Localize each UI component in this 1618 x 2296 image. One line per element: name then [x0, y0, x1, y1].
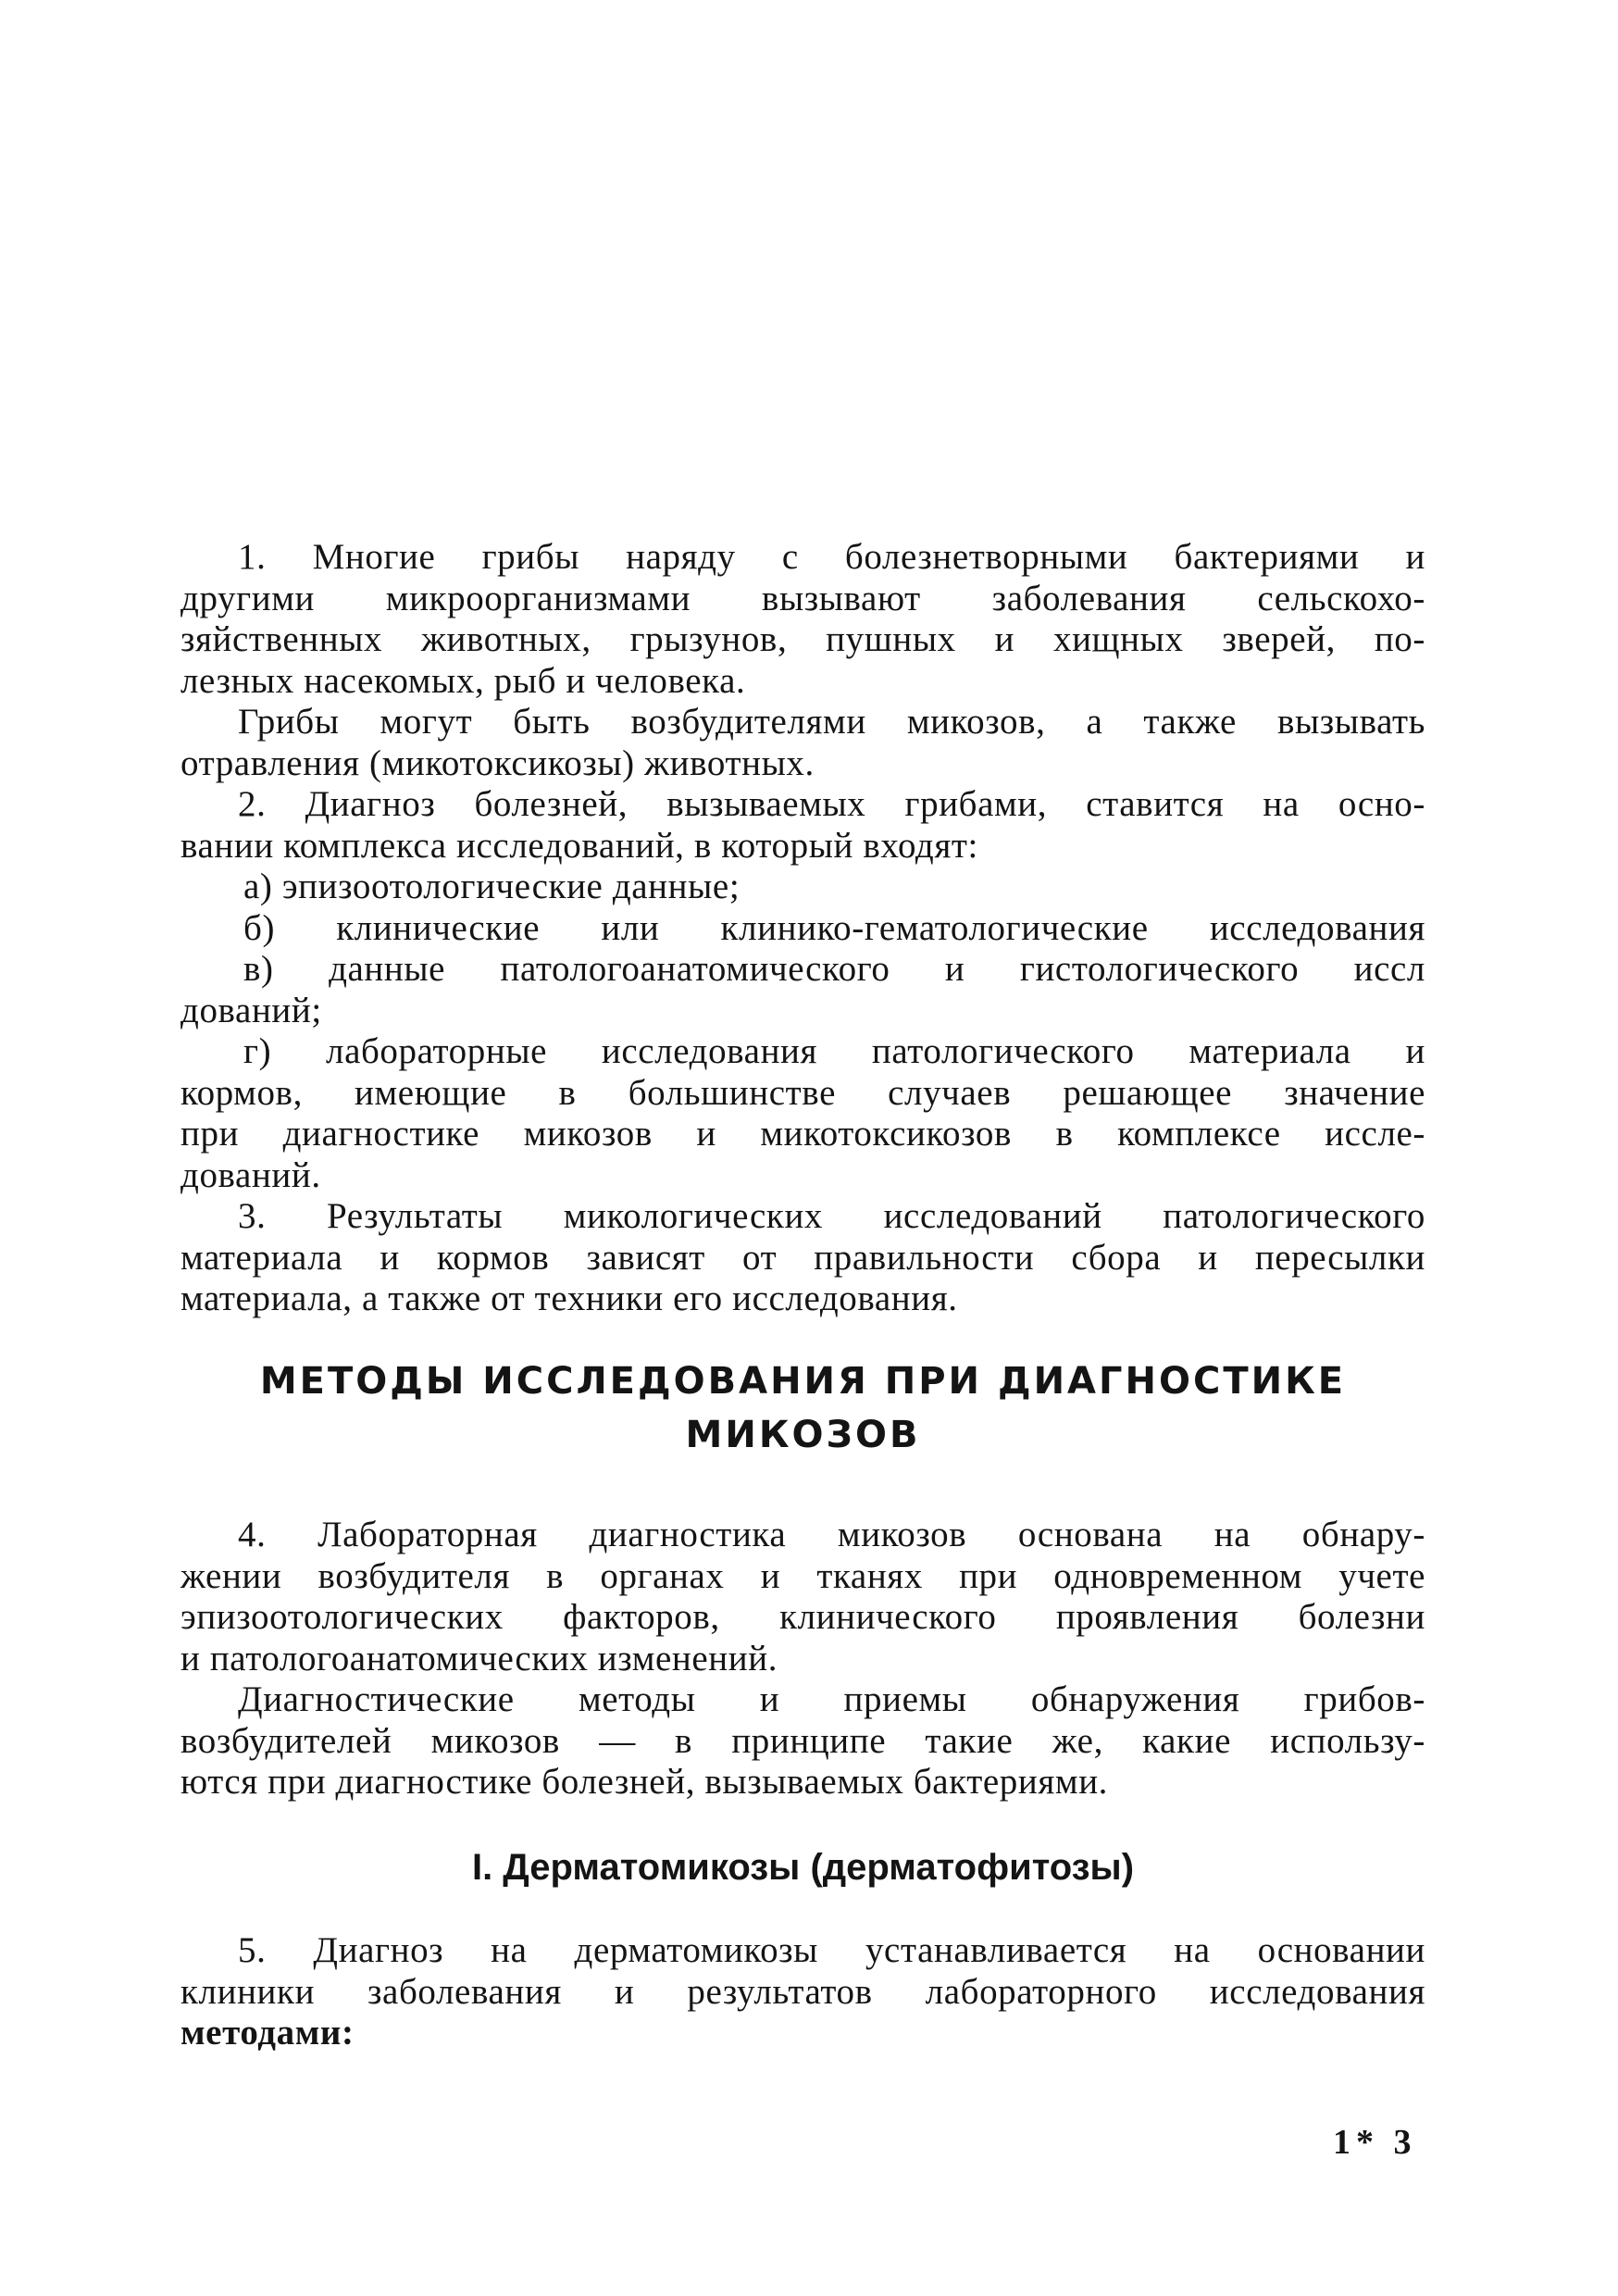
- text-line: клиники заболевания и результатов лабораторного исследования: [180, 1971, 1425, 2012]
- text-line: дований;: [180, 990, 322, 1030]
- section-2-text: [180, 1515, 1425, 1803]
- text-line: дований.: [180, 1154, 321, 1195]
- text-line: эпизоотологических факторов, клинического проявления болезни: [180, 1597, 1425, 1637]
- text-line: ются при диагностике болезней, вызываемых бактериями.: [180, 1762, 1109, 1802]
- page-number: 1* 3: [1333, 2123, 1417, 2162]
- text-line: материала и кормов зависят от правильности сбора и пересылки: [180, 1237, 1425, 1278]
- text-line: 5. Диагноз на дерматомикозы устанавливается на основании: [238, 1930, 1425, 1970]
- list-item: а) эпизоотологические данные;: [243, 867, 741, 906]
- text-line: 2. Диагноз болезней, вызываемых грибами, ставится на осно-: [238, 784, 1425, 824]
- text-line: зяйственных животных, грызунов, пушных и хищных зверей, по-: [180, 619, 1425, 659]
- section-heading-line: МЕТОДЫ ИССЛЕДОВАНИЯ ПРИ ДИАГНОСТИКЕ: [259, 1360, 1347, 1403]
- text-line: жении возбудителя в органах и тканях при одновременном учете: [180, 1555, 1425, 1596]
- section-1-text: [180, 537, 1425, 1320]
- text-line: лезных насекомых, рыб и человека.: [180, 660, 746, 701]
- text-line: другими микроорганизмами вызывают заболевания сельскохо-: [180, 578, 1425, 618]
- list-item: г) лабораторные исследования патологического материала и: [243, 1031, 1425, 1071]
- text-line: вании комплекса исследований, в который входят:: [180, 825, 978, 866]
- text-line: возбудителей микозов — в принципе такие же, какие использу-: [180, 1720, 1425, 1761]
- text-line: 4. Лабораторная диагностика микозов основана на обнару-: [238, 1515, 1425, 1554]
- subsection-heading: I. Дерматомикозы (дерматофитозы): [471, 1847, 1135, 1888]
- section-heading-line: МИКОЗОВ: [685, 1414, 921, 1456]
- text-line: Грибы могут быть возбудителями микозов, а также вызывать: [238, 702, 1425, 742]
- text-line: материала, а также от техники его исследования.: [180, 1279, 958, 1318]
- list-item: в) данные патологоанатомического и гистологического иссл: [243, 949, 1425, 989]
- list-item: б) клинические или клинико-гематологические исследования: [243, 907, 1425, 948]
- text-line: при диагностике микозов и микотоксикозов в комплексе иссле-: [180, 1114, 1425, 1154]
- text-line: Диагностические методы и приемы обнаружения грибов-: [238, 1679, 1425, 1719]
- text-line: 1. Многие грибы наряду с болезнетворными бактериями и: [238, 537, 1425, 577]
- text-line: методами:: [180, 2013, 355, 2053]
- text-line: и патологоанатомических изменений.: [180, 1638, 778, 1678]
- text-line: кормов, имеющие в большинстве случаев решающее значение: [180, 1072, 1425, 1113]
- text-line: 3. Результаты микологических исследований патологического: [238, 1196, 1425, 1236]
- text-line: отравления (микотоксикозы) животных.: [180, 742, 815, 783]
- section-heading: [180, 1354, 1425, 1462]
- section-3-text: [180, 1930, 1425, 2054]
